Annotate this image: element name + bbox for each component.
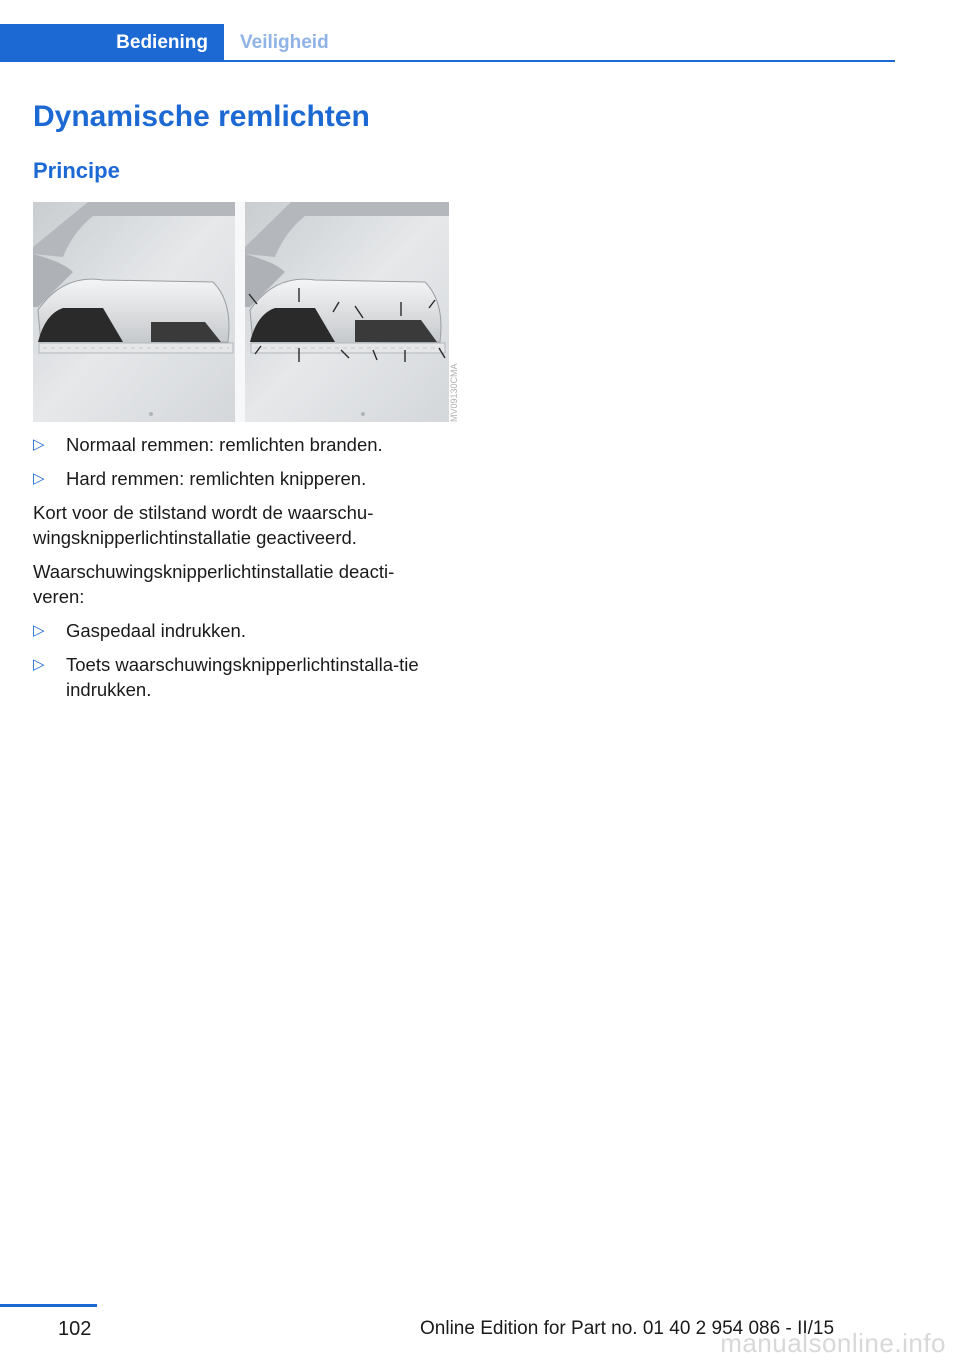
paragraph-deactivation: Waarschuwingsknipperlichtinstallatie deacti‐veren: xyxy=(33,561,395,607)
panel-normal-braking xyxy=(33,202,235,422)
list-item-text: Hard remmen: remlichten knipperen. xyxy=(66,468,367,489)
list-item-text: Gaspedaal indrukken. xyxy=(66,620,246,641)
tab-veiligheid-label: Veiligheid xyxy=(240,32,329,53)
triangle-right-outline-icon: ▷ xyxy=(33,622,45,639)
list-item-text: Normaal remmen: remlichten branden. xyxy=(66,434,383,455)
tab-bediening[interactable] xyxy=(0,24,224,62)
footer-rule xyxy=(0,1304,97,1307)
header-rule xyxy=(0,60,895,62)
panel-hard-braking xyxy=(245,202,449,422)
tab-veiligheid[interactable] xyxy=(240,24,329,62)
list-item xyxy=(33,618,443,643)
brake-light-illustration xyxy=(33,202,449,422)
triangle-right-outline-icon: ▷ xyxy=(33,470,45,487)
list-item xyxy=(33,432,443,457)
list-item xyxy=(33,466,443,491)
section-heading: Principe xyxy=(33,158,120,183)
brake-light-svg xyxy=(33,202,449,422)
footer-edition: Online Edition for Part no. 01 40 2 954 086 - II/15 xyxy=(420,1318,835,1339)
triangle-right-outline-icon: ▷ xyxy=(33,436,45,453)
list-item xyxy=(33,652,443,702)
page-title: Dynamische remlichten xyxy=(33,100,370,133)
triangle-right-outline-icon: ▷ xyxy=(33,656,45,673)
header-tabs xyxy=(0,24,895,62)
content xyxy=(33,432,443,711)
list-item-text: Toets waarschuwingsknipperlichtinstalla‐tie indrukken. xyxy=(66,654,419,700)
paragraph-activation: Kort voor de stilstand wordt de waarschu‐wingsknipperlichtinstallatie geactiveerd. xyxy=(33,502,374,548)
watermark[interactable]: manualsonline.info xyxy=(720,1328,946,1358)
tab-bediening-label: Bediening xyxy=(116,32,208,53)
page-number: 102 xyxy=(58,1318,92,1340)
figure-code: MV09130CMA xyxy=(449,363,459,422)
